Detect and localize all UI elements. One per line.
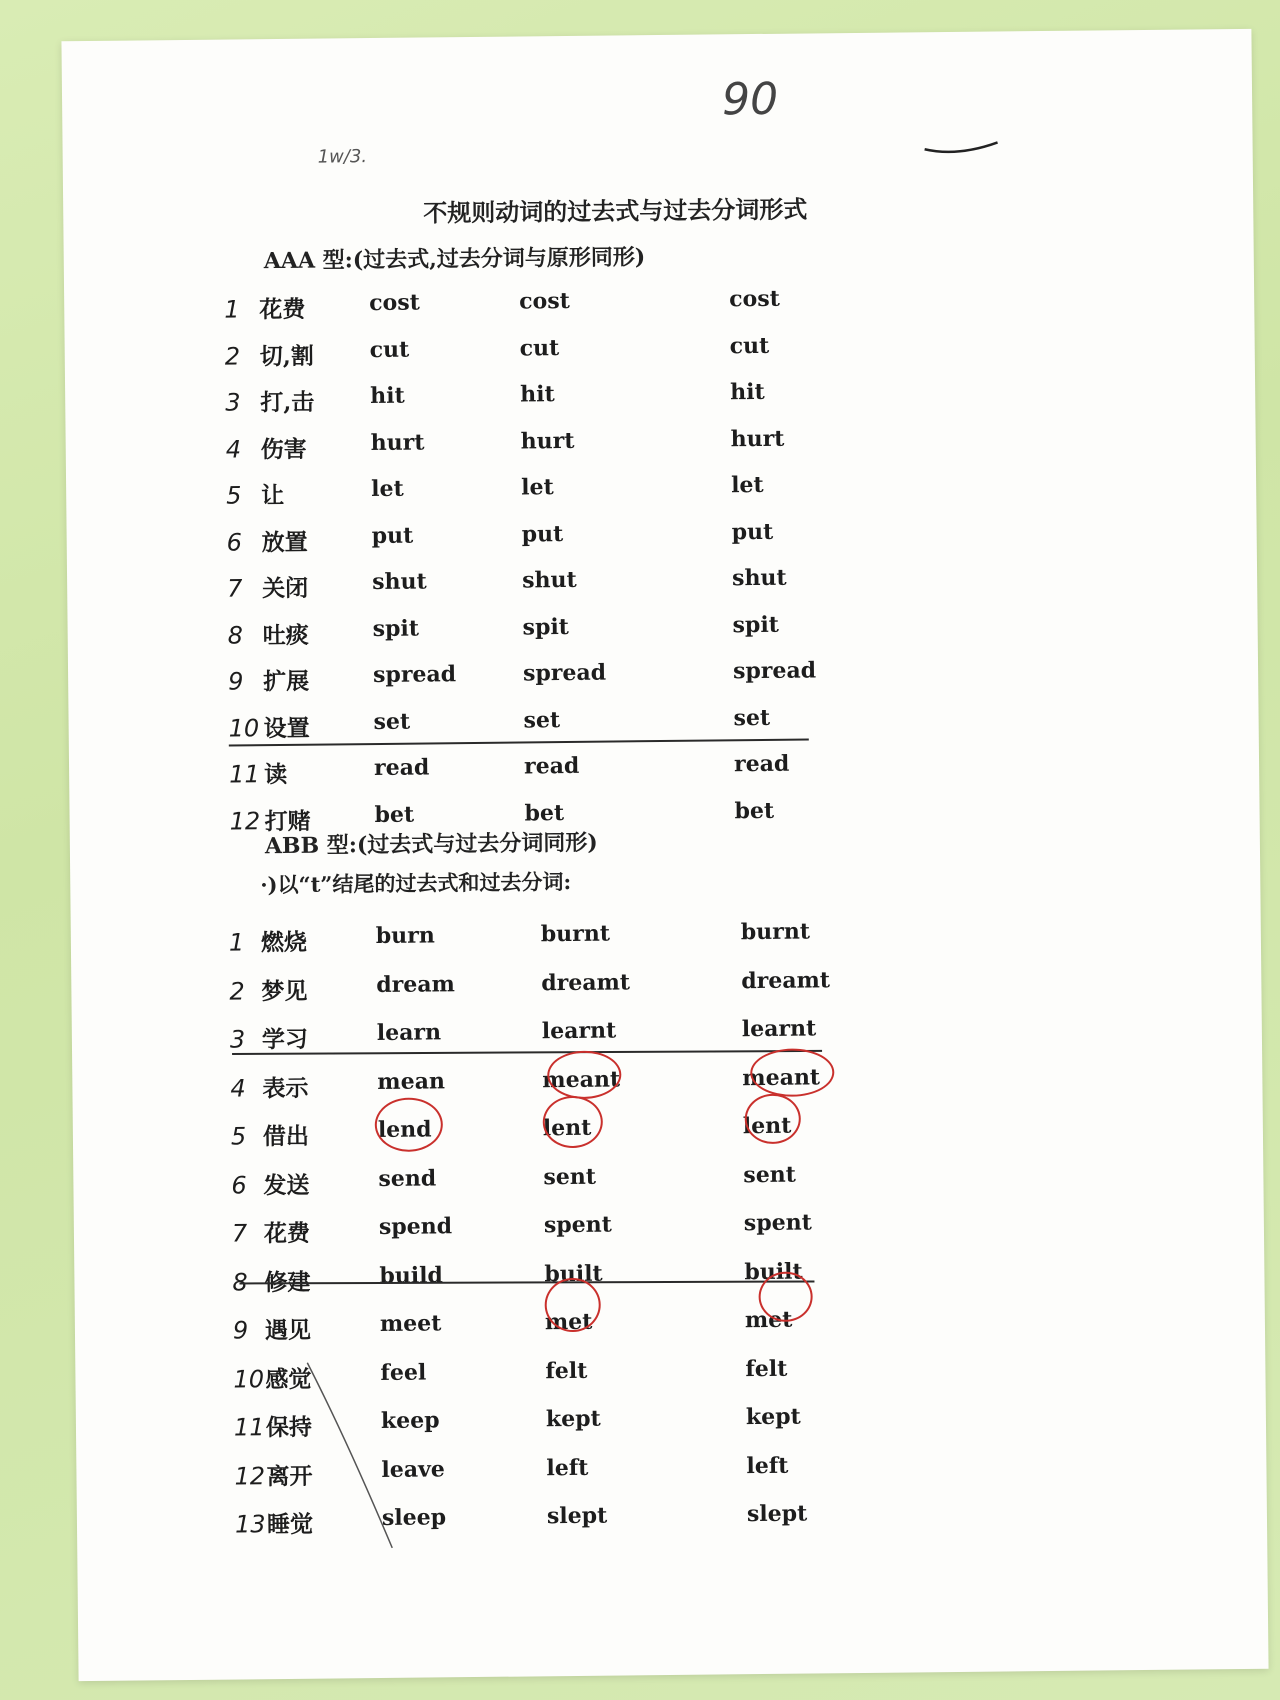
chinese-meaning: 让: [261, 481, 285, 510]
past-participle: built: [744, 1258, 803, 1285]
base-form: cost: [369, 289, 420, 317]
row-number: 10: [233, 1364, 265, 1394]
chinese-meaning: 花费: [263, 1219, 311, 1248]
past-participle: burnt: [740, 918, 811, 946]
past-tense: bet: [524, 799, 565, 826]
chinese-meaning: 修建: [264, 1268, 311, 1296]
chinese-meaning: 花费: [259, 295, 306, 324]
verb-row: [65, 376, 1065, 426]
score-mark: 90: [721, 73, 779, 126]
verb-row: [73, 1158, 1073, 1208]
past-tense: hurt: [520, 427, 575, 454]
past-tense: sent: [543, 1163, 597, 1190]
past-participle: spread: [732, 657, 817, 685]
past-tense: cost: [519, 287, 570, 315]
past-tense: let: [521, 474, 554, 501]
row-number: 11: [228, 760, 260, 789]
row-number: 8: [227, 620, 244, 650]
past-tense: burnt: [540, 920, 611, 948]
corner-note: 1w/3.: [317, 146, 368, 168]
row-number: 2: [229, 976, 245, 1006]
past-participle: hurt: [730, 425, 785, 452]
past-participle: hit: [730, 378, 765, 406]
base-form: feel: [380, 1359, 427, 1386]
base-form: sleep: [381, 1504, 447, 1531]
past-participle: spit: [732, 611, 780, 638]
chinese-meaning: 睡觉: [266, 1510, 314, 1539]
past-tense: shut: [521, 566, 577, 594]
past-participle: felt: [745, 1355, 788, 1382]
verb-row: [76, 1449, 1076, 1499]
past-tense: spit: [522, 613, 570, 640]
past-participle: set: [733, 704, 771, 731]
verb-row: [69, 748, 1069, 798]
section-abb-subheading: ·)以“t”结尾的过去式和过去分词:: [260, 868, 572, 898]
past-tense: left: [546, 1454, 589, 1481]
row-number: 3: [229, 1025, 246, 1054]
past-participle: lent: [742, 1112, 792, 1140]
base-form: hit: [370, 382, 405, 410]
chinese-meaning: 放置: [261, 528, 308, 556]
chinese-meaning: 切,割: [259, 342, 314, 370]
row-number: 12: [229, 806, 261, 836]
row-number: 12: [234, 1461, 266, 1491]
row-number: 7: [227, 574, 243, 603]
chinese-meaning: 借出: [262, 1122, 310, 1151]
row-number: 6: [231, 1170, 247, 1200]
verb-row: [67, 515, 1067, 565]
verb-row: [64, 283, 1064, 333]
row-number: 2: [224, 341, 241, 371]
past-participle: cost: [729, 285, 780, 313]
past-tense: learnt: [541, 1017, 617, 1045]
verb-row: [71, 964, 1071, 1014]
past-tense: dreamt: [541, 968, 631, 996]
chinese-meaning: 燃烧: [260, 928, 308, 957]
worksheet-paper: [61, 29, 1268, 1681]
row-number: 10: [228, 713, 260, 743]
row-number: 13: [234, 1510, 266, 1539]
past-participle: spent: [743, 1209, 812, 1237]
past-tense: lent: [542, 1114, 592, 1142]
past-participle: cut: [729, 332, 770, 359]
chinese-meaning: 遇见: [264, 1316, 312, 1345]
section-aaa-heading: AAA 型:(过去式,过去分词与原形同形): [263, 244, 646, 275]
row-number: 8: [232, 1267, 248, 1297]
base-form: lend: [377, 1116, 432, 1144]
chinese-meaning: 打,击: [260, 388, 315, 417]
row-number: 11: [233, 1413, 265, 1442]
past-participle: read: [733, 750, 790, 778]
past-tense: slept: [546, 1502, 608, 1530]
row-number: 9: [228, 667, 244, 696]
verb-row: [67, 562, 1067, 612]
chinese-meaning: 梦见: [261, 977, 308, 1005]
past-tense: meant: [542, 1065, 621, 1093]
past-tense: set: [523, 706, 561, 733]
chinese-meaning: 打赌: [264, 807, 311, 835]
past-participle: meant: [742, 1063, 821, 1091]
base-form: mean: [377, 1067, 446, 1095]
past-participle: kept: [745, 1403, 801, 1431]
row-number: 7: [231, 1219, 248, 1248]
chinese-meaning: 离开: [266, 1462, 313, 1490]
past-tense: spent: [543, 1211, 612, 1239]
base-form: read: [373, 754, 430, 782]
base-form: let: [371, 475, 404, 503]
base-form: spit: [372, 615, 420, 642]
verb-row: [66, 422, 1066, 472]
past-tense: hit: [520, 381, 555, 408]
chinese-meaning: 读: [263, 760, 288, 789]
chinese-meaning: 吐痰: [262, 621, 309, 649]
past-tense: cut: [519, 334, 560, 361]
chinese-meaning: 保持: [265, 1413, 313, 1442]
chinese-meaning: 关闭: [262, 574, 309, 603]
base-form: send: [378, 1164, 437, 1192]
past-tense: met: [544, 1308, 593, 1336]
verb-row: [67, 608, 1067, 658]
base-form: spend: [378, 1213, 453, 1241]
section-abb-heading: ABB 型:(过去式与过去分词同形): [264, 829, 598, 860]
base-form: leave: [381, 1455, 445, 1483]
chinese-meaning: 伤害: [260, 435, 307, 463]
base-form: shut: [371, 568, 427, 596]
chinese-meaning: 学习: [261, 1025, 309, 1054]
row-number: 1: [224, 295, 240, 324]
verb-row: [68, 655, 1068, 705]
past-participle: dreamt: [741, 966, 831, 994]
verb-row: [68, 701, 1068, 751]
past-participle: learnt: [741, 1015, 817, 1043]
past-tense: read: [523, 752, 580, 780]
row-number: 5: [226, 481, 242, 510]
row-number: 5: [230, 1122, 247, 1151]
base-form: bet: [374, 801, 415, 828]
verb-row: [71, 916, 1071, 966]
pencil-stroke: [305, 1358, 397, 1559]
verb-row: [75, 1352, 1075, 1402]
chinese-meaning: 感觉: [265, 1365, 312, 1393]
past-tense: spread: [522, 659, 607, 687]
chinese-meaning: 发送: [263, 1171, 310, 1199]
past-participle: shut: [731, 564, 787, 592]
past-participle: let: [730, 471, 764, 499]
base-form: hurt: [370, 428, 425, 456]
page-title: 不规则动词的过去式与过去分词形式: [423, 194, 808, 228]
row-number: 1: [228, 928, 245, 957]
base-form: spread: [372, 661, 457, 689]
base-form: build: [379, 1261, 444, 1289]
verb-row: [76, 1401, 1076, 1451]
base-form: keep: [380, 1407, 440, 1435]
verb-row: [65, 329, 1065, 379]
past-tense: put: [521, 520, 564, 547]
base-form: cut: [369, 336, 410, 363]
past-tense: felt: [545, 1357, 588, 1384]
past-participle: slept: [746, 1500, 808, 1528]
past-tense: built: [544, 1260, 603, 1287]
past-participle: bet: [734, 797, 775, 824]
past-participle: put: [731, 518, 774, 545]
past-participle: left: [746, 1452, 789, 1479]
chinese-meaning: 表示: [262, 1074, 309, 1102]
verb-row: [77, 1498, 1077, 1548]
base-form: dream: [376, 970, 455, 998]
row-number: 3: [225, 388, 241, 417]
base-form: set: [373, 708, 411, 735]
past-participle: met: [744, 1306, 793, 1334]
base-form: meet: [379, 1310, 442, 1338]
pen-dash-mark: [922, 136, 1002, 157]
verb-row: [74, 1207, 1074, 1257]
row-number: 4: [225, 434, 242, 464]
row-number: 9: [232, 1316, 249, 1345]
past-participle: sent: [743, 1161, 797, 1188]
row-number: 6: [226, 527, 243, 557]
past-tense: kept: [545, 1405, 601, 1433]
base-form: burn: [375, 922, 435, 950]
red-circle-mark: [544, 1278, 601, 1336]
chinese-meaning: 扩展: [263, 667, 310, 696]
base-form: put: [371, 522, 414, 549]
verb-row: [66, 469, 1066, 519]
row-number: 4: [230, 1073, 246, 1103]
chinese-meaning: 设置: [263, 714, 310, 742]
base-form: learn: [376, 1019, 442, 1047]
